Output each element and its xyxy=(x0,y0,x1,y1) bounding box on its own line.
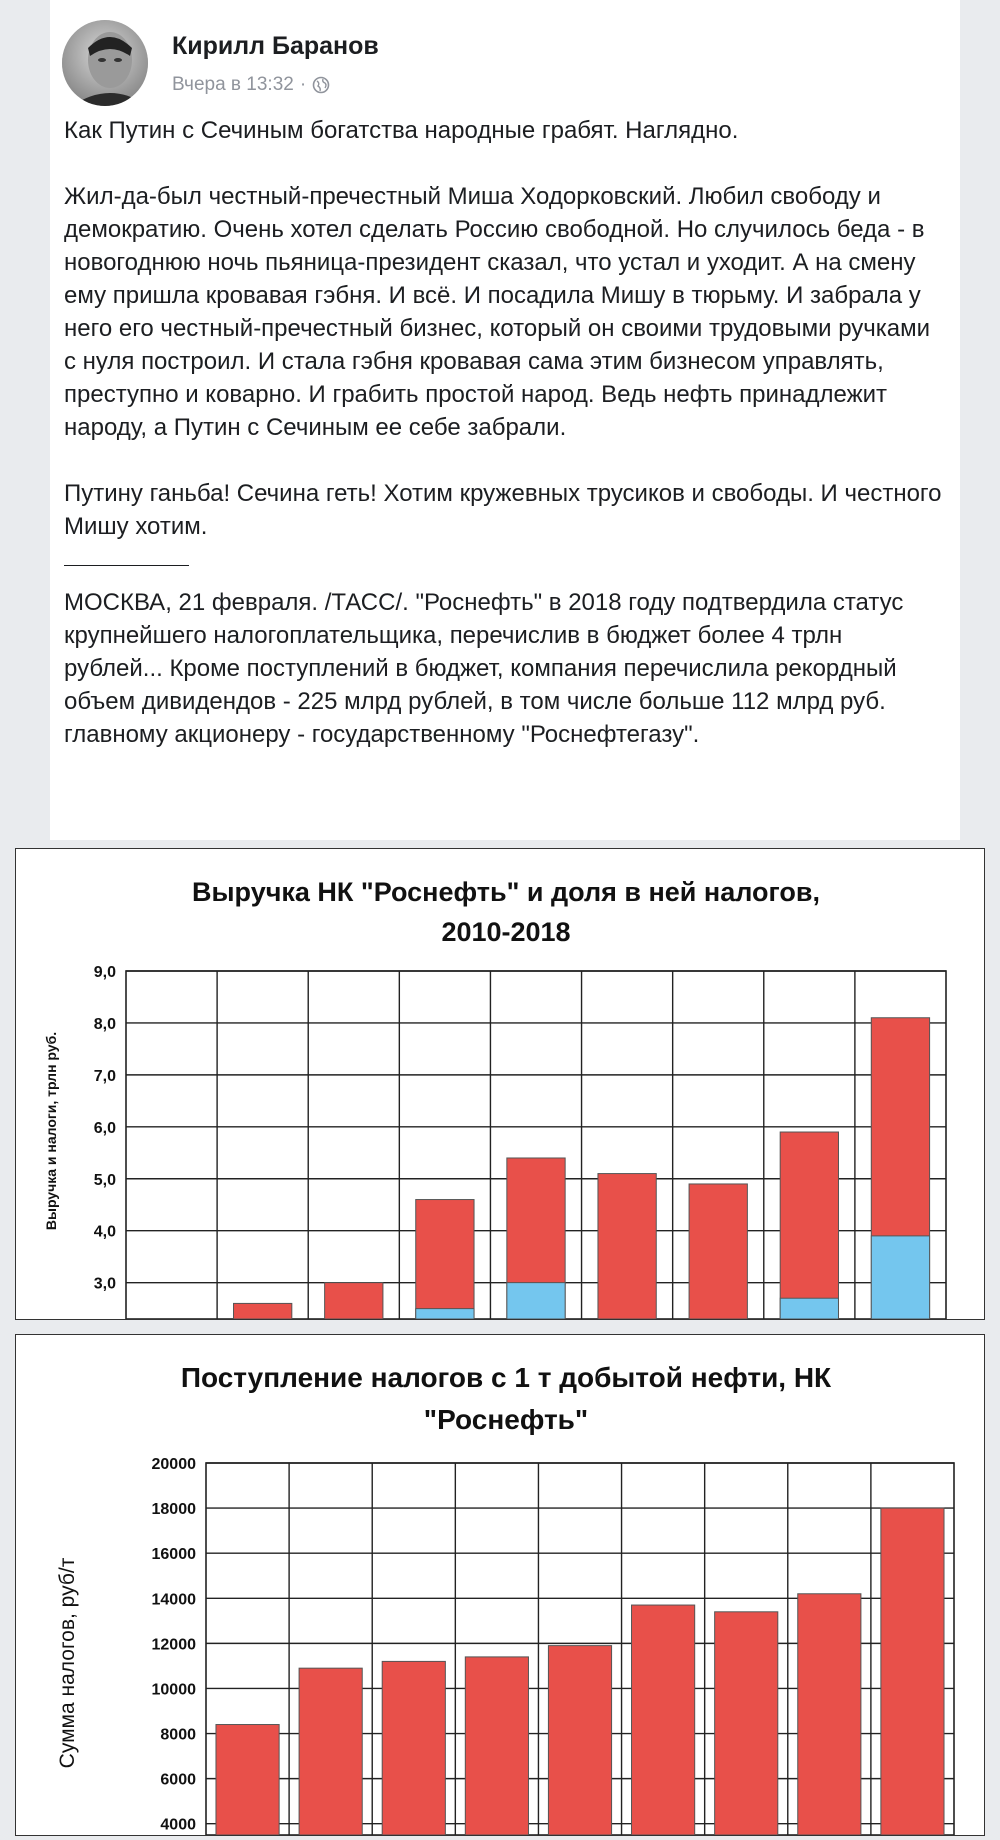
bar-tax-per-ton xyxy=(299,1668,362,1835)
bar-revenue xyxy=(325,1283,383,1319)
bar-tax-per-ton xyxy=(632,1605,695,1835)
bar-tax-per-ton xyxy=(548,1646,611,1835)
post-meta xyxy=(172,74,330,96)
bar-tax-per-ton xyxy=(798,1594,861,1835)
y-tick-label: 10000 xyxy=(151,1681,196,1699)
y-tick-label: 18000 xyxy=(151,1501,196,1519)
y-tick-label: 4,0 xyxy=(93,1223,116,1241)
chart-subtitle: "Роснефть" xyxy=(423,1404,589,1435)
y-tick-label: 5,0 xyxy=(93,1171,116,1189)
y-tick-label: 7,0 xyxy=(93,1067,116,1085)
post-timestamp[interactable]: Вчера в 13:32 xyxy=(172,74,294,95)
avatar-photo-icon xyxy=(62,20,148,106)
post-paragraph: МОСКВА, 21 февраля. /ТАСС/. "Роснефть" в 2018 году подтвердила статус крупнейшего налогоплательщика, перечислив в бюджет более 4 трлн рублей... Кроме поступлений в бюджет, компания перечислила рекордный объем дивидендов - 225 млрд рублей, в том числе больше 112 млрд руб. главному акционеру - государственному "Роснефтегазу". xyxy=(64,589,904,748)
y-tick-label: 14000 xyxy=(151,1591,196,1609)
chart-revenue-taxes[interactable] xyxy=(15,848,985,1320)
y-tick-label: 9,0 xyxy=(93,964,116,981)
y-tick-label: 16000 xyxy=(151,1546,196,1564)
author-avatar[interactable] xyxy=(62,20,148,106)
post-header xyxy=(62,20,942,110)
y-tick-label: 4000 xyxy=(160,1816,196,1834)
bar-taxes xyxy=(507,1283,565,1319)
bar-revenue xyxy=(598,1174,656,1319)
chart-tax-per-ton-svg xyxy=(16,1335,984,1835)
y-tick-label: 12000 xyxy=(151,1636,196,1654)
bar-revenue xyxy=(416,1200,474,1319)
y-tick-label: 8000 xyxy=(160,1726,196,1744)
bar-taxes xyxy=(416,1309,474,1319)
bar-tax-per-ton xyxy=(382,1661,445,1835)
y-tick-label: 3,0 xyxy=(93,1275,116,1293)
author-name[interactable]: Кирилл Баранов xyxy=(172,32,379,60)
bar-tax-per-ton xyxy=(465,1657,528,1835)
y-tick-label: 6000 xyxy=(160,1771,196,1789)
bar-tax-per-ton xyxy=(715,1612,778,1835)
y-tick-label: 20000 xyxy=(151,1456,196,1473)
bar-taxes xyxy=(780,1298,838,1319)
chart-tax-per-ton[interactable] xyxy=(15,1334,985,1836)
bar-tax-per-ton xyxy=(216,1725,279,1835)
bar-revenue xyxy=(234,1303,292,1319)
bar-tax-per-ton xyxy=(881,1508,944,1835)
chart-subtitle: 2010-2018 xyxy=(441,917,571,947)
bar-revenue xyxy=(689,1184,747,1319)
y-tick-label: 6,0 xyxy=(93,1119,116,1137)
post-body xyxy=(64,114,944,751)
text-divider xyxy=(64,565,189,566)
post-paragraph: Жил-да-был честный-пречестный Миша Ходорковский. Любил свободу и демократию. Очень хотел сделать Россию свободной. Но случилось беда - в новогоднюю ночь пьяница-президент сказал, что устал и уходит. А на смену ему пришла кровавая гэбня. И всё. И посадила Мишу в тюрьму. И забрала у него его честный-пречестный бизнес, который он своими трудовыми ручками с нуля построил. И стала гэбня кровавая сама этим бизнесом управлять, преступно и коварно. И грабить простой народ. Ведь нефть принадлежит народу, а Путин с Сечиным ее себе забрали. xyxy=(64,183,931,441)
y-tick-label: 8,0 xyxy=(93,1015,116,1033)
post-paragraph: Путину ганьба! Сечина геть! Хотим кружевных трусиков и свободы. И честного Мишу хотим. xyxy=(64,480,942,540)
bar-revenue xyxy=(780,1132,838,1319)
y-axis-label: Выручка и налоги, трлн руб. xyxy=(43,1031,59,1231)
facebook-post xyxy=(50,0,960,840)
post-paragraph: Как Путин с Сечиным богатства народные грабят. Наглядно. xyxy=(64,117,739,144)
bar-taxes xyxy=(871,1236,929,1319)
meta-separator: · xyxy=(299,74,307,95)
globe-icon[interactable] xyxy=(312,76,330,94)
chart-revenue-svg xyxy=(16,849,984,1319)
chart-title: Выручка НК "Роснефть" и доля в ней налогов, xyxy=(192,877,820,907)
y-axis-label: Сумма налогов, руб/т xyxy=(56,1557,79,1769)
chart-title: Поступление налогов с 1 т добытой нефти, НК xyxy=(180,1362,832,1393)
